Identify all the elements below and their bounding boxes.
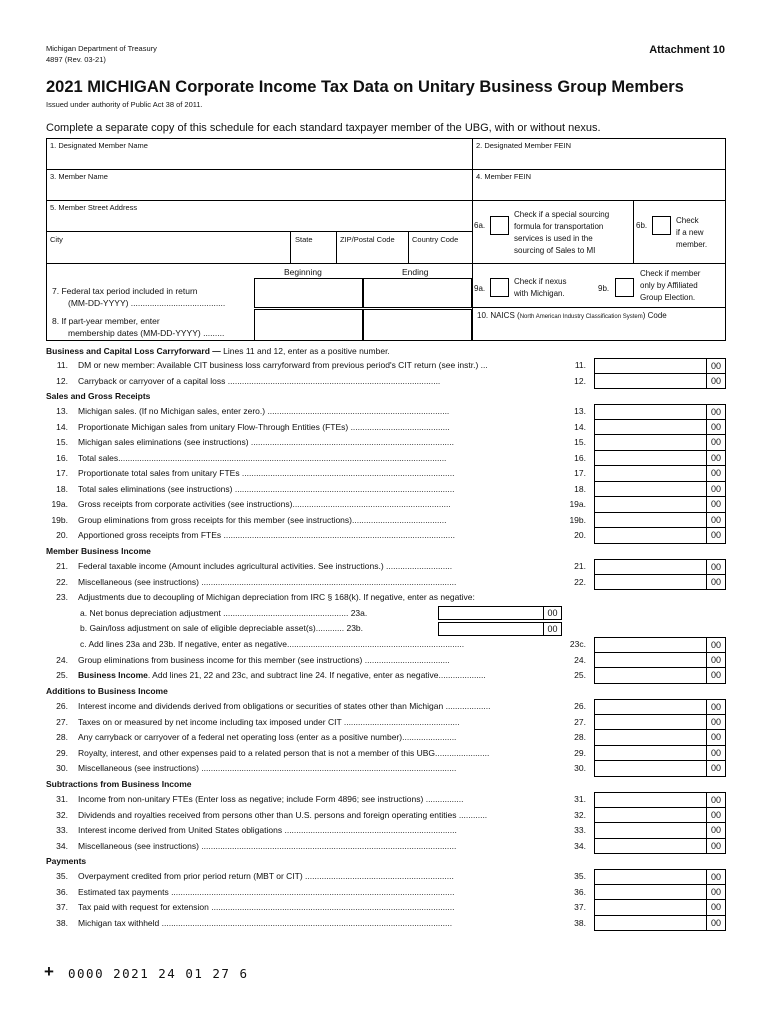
line-9a-text-2: with Michigan. — [514, 289, 565, 298]
line-24-row: 24. Group eliminations from business income for this member (see instructions) .................................... 24. — [56, 654, 586, 665]
designated-member-name-field[interactable] — [48, 150, 468, 168]
line-33-amount[interactable]: 00 — [594, 823, 726, 839]
section-business-income-heading: Member Business Income — [46, 546, 151, 556]
line-19b-amount[interactable]: 00 — [594, 513, 726, 529]
line-14-amount[interactable]: 00 — [594, 420, 726, 436]
country-code-field[interactable] — [410, 245, 470, 261]
line-17-amount[interactable]: 00 — [594, 466, 726, 482]
street-address-label: 5. Member Street Address — [50, 203, 138, 212]
section-carryforward-heading: Business and Capital Loss Carryforward — Lines 11 and 12, enter as a positive number. — [46, 346, 390, 356]
country-code-label: Country Code — [412, 235, 459, 244]
line-31-amount[interactable]: 00 — [594, 792, 726, 808]
line-6b-text-3: member. — [676, 240, 708, 249]
line-16-amount[interactable]: 00 — [594, 451, 726, 467]
city-field[interactable] — [48, 245, 288, 261]
line-20-amount[interactable]: 00 — [594, 528, 726, 544]
line-27-row: 27. Taxes on or measured by net income including tax imposed under CIT ................................................. 27. — [56, 716, 586, 727]
line-11-row: 11. DM or new member: Available CIT business loss carryforward from previous period's CIT return (see instr.) ... 11. — [56, 360, 586, 370]
line-36-amount[interactable]: 00 — [594, 885, 726, 901]
form-barcode-number: 0000 2021 24 01 27 6 — [68, 966, 249, 981]
member-name-label: 3. Member Name — [50, 172, 108, 181]
line-8-text-2: membership dates (MM-DD-YYYY) ......... — [68, 328, 225, 338]
line-15-amount[interactable]: 00 — [594, 435, 726, 451]
member-fein-label: 4. Member FEIN — [476, 172, 532, 181]
line-27-amount[interactable]: 00 — [594, 715, 726, 731]
line-7-text-1: 7. Federal tax period included in return — [52, 286, 198, 296]
line-37-row: 37. Tax paid with request for extension ....................................................................................................... 37. — [56, 902, 586, 912]
line-19b-row: 19b. Group eliminations from gross receipts for this member (see instructions)........................................ 19b. — [51, 514, 586, 525]
plus-marker: + — [44, 962, 54, 981]
line-24-amount[interactable]: 00 — [594, 653, 726, 669]
ending-header: Ending — [402, 267, 429, 277]
instruction-text: Complete a separate copy of this schedule for each standard taxpayer member of the UBG, with or without nexus. — [46, 122, 601, 134]
section-sales-heading: Sales and Gross Receipts — [46, 391, 151, 401]
line-9a-text-1: Check if nexus — [514, 277, 567, 286]
line-18-amount[interactable]: 00 — [594, 482, 726, 498]
line-23c-row: c. Add lines 23a and 23b. If negative, enter as negative........................................................................... 23c. — [80, 639, 586, 649]
line-23a-amount[interactable]: 00 — [438, 606, 562, 620]
line-7-text-2: (MM-DD-YYYY) ........................................ — [68, 298, 226, 308]
form-revision: 4897 (Rev. 03-21) — [46, 55, 106, 64]
line-8-text-1: 8. If part-year member, enter — [52, 316, 160, 326]
line-20-row: 20. Apportioned gross receipts from FTEs .................................................................................................. 20. — [56, 530, 586, 540]
authority-note: Issued under authority of Public Act 38 of 2011. — [46, 100, 203, 109]
line-32-amount[interactable]: 00 — [594, 808, 726, 824]
line-21-amount[interactable]: 00 — [594, 559, 726, 575]
naics-label: 10. NAICS (North American Industry Classification System) Code — [477, 311, 667, 320]
line-6a-text-4: sourcing of Sales to MI — [514, 246, 596, 255]
section-additions-heading: Additions to Business Income — [46, 686, 168, 696]
line-34-row: 34. Miscellaneous (see instructions) ............................................................................................................ 34. — [56, 840, 586, 851]
special-sourcing-checkbox[interactable] — [490, 216, 509, 235]
line-21-row: 21. Federal taxable income (Amount includes agricultural activities. See instructions.) ............................ 21. — [56, 561, 586, 571]
line-29-amount[interactable]: 00 — [594, 746, 726, 762]
line-25-amount[interactable]: 00 — [594, 668, 726, 684]
line-6b-text-2: if a new — [676, 228, 704, 237]
line-31-row: 31. Income from non-unitary FTEs (Enter loss as negative; include Form 4896; see instructions) ................ 31. — [56, 794, 586, 804]
line-32-row: 32. Dividends and royalties received from persons other than U.S. persons and foreign operating entities ............ 32. — [56, 809, 586, 820]
line-30-row: 30. Miscellaneous (see instructions) ............................................................................................................ 30. — [56, 763, 586, 773]
line-26-row: 26. Interest income and dividends derived from obligations or securities of states other than Michigan ................... 26. — [56, 701, 586, 711]
line-12-row: 12. Carryback or carryover of a capital loss .......................................................................................... 12. — [56, 375, 586, 386]
period-begin-field[interactable] — [254, 278, 363, 308]
line-18-row: 18. Total sales eliminations (see instructions) ............................................................................................. 18. — [56, 483, 586, 494]
line-9b-number: 9b. — [598, 284, 610, 293]
member-name-field[interactable] — [48, 181, 468, 199]
line-22-row: 22. Miscellaneous (see instructions) ............................................................................................................ 22. — [56, 576, 586, 587]
nexus-checkbox[interactable] — [490, 278, 509, 297]
line-9a-number: 9a. — [474, 284, 486, 293]
line-26-amount[interactable]: 00 — [594, 699, 726, 715]
line-22-amount[interactable]: 00 — [594, 575, 726, 591]
line-33-row: 33. Interest income derived from United States obligations ......................................................................... 33. — [56, 825, 586, 835]
line-23a-row: a. Net bonus depreciation adjustment ..................................................... 23a. — [80, 607, 368, 618]
naics-code-field[interactable] — [474, 322, 724, 339]
line-23b-amount[interactable]: 00 — [438, 622, 562, 636]
line-35-row: 35. Overpayment credited from prior period return (MBT or CIT) ............................................................... 35. — [56, 871, 586, 881]
line-19a-amount[interactable]: 00 — [594, 497, 726, 513]
line-30-amount[interactable]: 00 — [594, 761, 726, 777]
line-13-amount[interactable]: 00 — [594, 404, 726, 420]
line-35-amount[interactable]: 00 — [594, 869, 726, 885]
new-member-checkbox[interactable] — [652, 216, 671, 235]
street-address-field[interactable] — [48, 212, 468, 230]
line-37-amount[interactable]: 00 — [594, 900, 726, 916]
line-9b-text-2: only by Affiliated — [640, 281, 698, 290]
line-9b-text-1: Check if member — [640, 269, 701, 278]
line-36-row: 36. Estimated tax payments ........................................................................................................................ 36. — [56, 886, 586, 897]
period-end-field[interactable] — [363, 278, 472, 308]
line-13-row: 13. Michigan sales. (If no Michigan sales, enter zero.) ............................................................................. 13. — [56, 406, 586, 416]
line-29-row: 29. Royalty, interest, and other expenses paid to a related person that is not a member of this UBG....................... 29. — [56, 747, 586, 758]
line-23b-row: b. Gain/loss adjustment on sale of eligible depreciable asset(s)............ 23b. — [80, 623, 364, 633]
line-11-amount[interactable]: 00 — [594, 358, 726, 374]
state-label: State — [295, 235, 313, 244]
line-38-row: 38. Michigan tax withheld ........................................................................................................................... 38. — [56, 917, 586, 928]
section-payments-heading: Payments — [46, 856, 87, 866]
line-17-row: 17. Proportionate total sales from unitary FTEs .......................................................................................... 17. — [56, 468, 586, 478]
line-6a-text-3: services is used in the — [514, 234, 593, 243]
line-19a-row: 19a. Gross receipts from corporate activities (see instructions)................................................................... 19a. — [51, 499, 586, 509]
line-15-row: 15. Michigan sales eliminations (see instructions) ...................................................................................... 15. — [56, 437, 586, 447]
line-6a-text-1: Check if a special sourcing — [514, 210, 610, 219]
line-6a-number: 6a. — [474, 221, 486, 230]
designated-member-name-label: 1. Designated Member Name — [50, 141, 148, 150]
line-38-amount[interactable]: 00 — [594, 916, 726, 932]
section-subtractions-heading: Subtractions from Business Income — [46, 779, 192, 789]
affiliated-group-checkbox[interactable] — [615, 278, 634, 297]
line-25-row: 25. Business Income. Add lines 21, 22 and 23c, and subtract line 24. If negative, enter as negative.................... 25. — [56, 670, 586, 680]
page-title: 2021 MICHIGAN Corporate Income Tax Data on Unitary Business Group Members — [46, 78, 684, 96]
attachment-label: Attachment 10 — [649, 44, 725, 56]
state-field[interactable] — [292, 245, 334, 261]
line-12-amount[interactable]: 00 — [594, 374, 726, 390]
line-6a-text-2: formula for transportation — [514, 222, 604, 231]
department-name: Michigan Department of Treasury — [46, 44, 157, 53]
member-fein-field[interactable] — [474, 181, 724, 199]
designated-member-fein-field[interactable] — [474, 150, 724, 168]
city-label: City — [50, 235, 63, 244]
line-14-row: 14. Proportionate Michigan sales from unitary Flow-Through Entities (FTEs) .......................................... 14. — [56, 421, 586, 432]
line-34-amount[interactable]: 00 — [594, 839, 726, 855]
membership-end-field[interactable] — [363, 309, 472, 341]
zip-field[interactable] — [338, 245, 406, 261]
line-23c-amount[interactable]: 00 — [594, 637, 726, 653]
line-28-row: 28. Any carryback or carryover of a federal net operating loss (enter as a positive number)....................... 28. — [56, 732, 586, 742]
line-9b-text-3: Group Election. — [640, 293, 696, 302]
membership-begin-field[interactable] — [254, 309, 363, 341]
zip-label: ZIP/Postal Code — [340, 235, 395, 244]
line-6b-text-1: Check — [676, 216, 699, 225]
beginning-header: Beginning — [284, 267, 322, 277]
line-28-amount[interactable]: 00 — [594, 730, 726, 746]
line-6b-number: 6b. — [636, 221, 648, 230]
line-16-row: 16. Total sales........................................................................................................................................... 16. — [56, 452, 586, 463]
designated-member-fein-label: 2. Designated Member FEIN — [476, 141, 572, 150]
line-23-row: 23. Adjustments due to decoupling of Michigan depreciation from IRC § 168(k). If negative, enter as negative: — [56, 592, 475, 602]
